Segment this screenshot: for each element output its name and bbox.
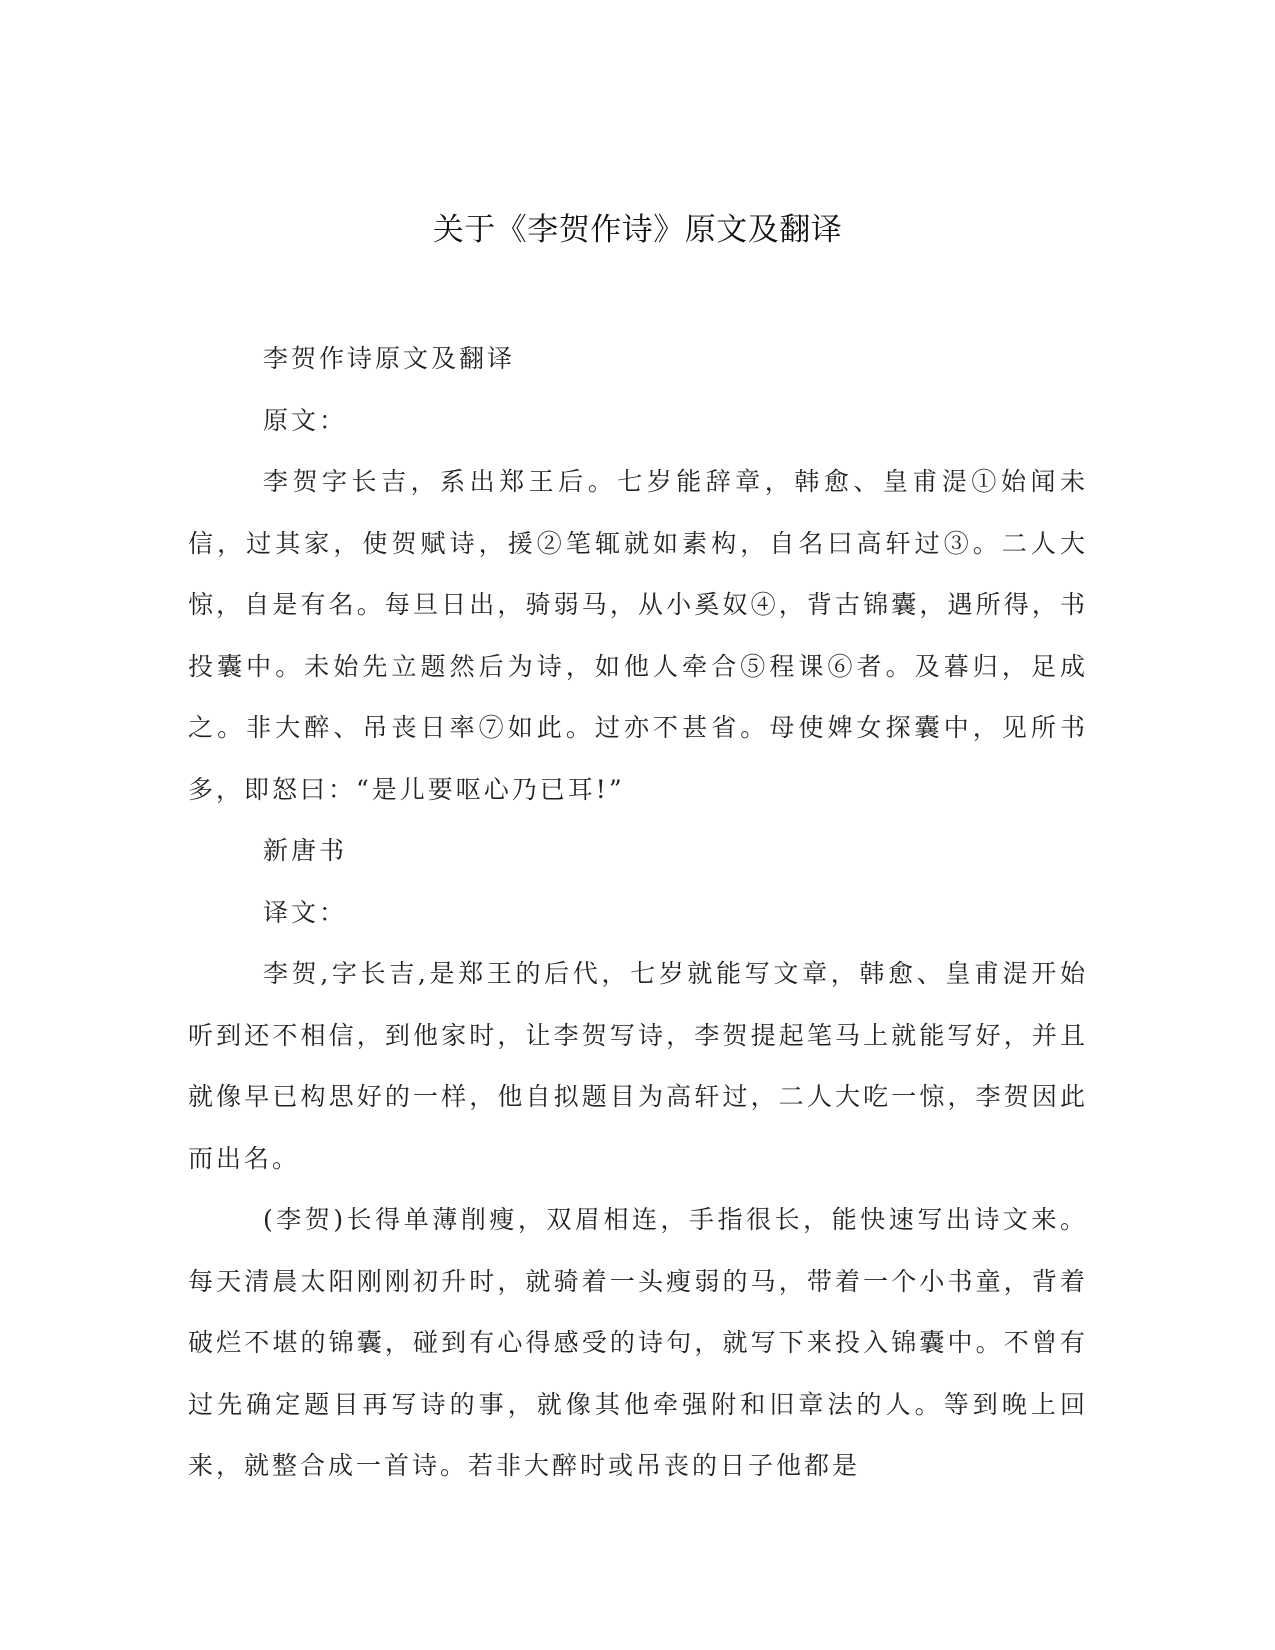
paragraph-original-text: 李贺字长吉，系出郑王后。七岁能辞章，韩愈、皇甫湜①始闻未信，过其家，使贺赋诗，援②笔辄就如素构，自名曰高轩过③。二人大惊，自是有名。每旦日出，骑弱马，从小奚奴④，背古锦囊，遇所得，书投囊中。未始先立题然后为诗，如他人牵合⑤程课⑥者。及暮归，足成之。非大醉、吊丧日率⑦如此。过亦不甚省。母使婢女探囊中，见所书多，即怒曰：“是儿要呕心乃已耳!” [188, 467, 1088, 804]
paragraph-translation-label: 译文： [263, 897, 348, 927]
document-body [188, 328, 1088, 1497]
paragraph-original-label: 原文： [263, 405, 348, 435]
paragraph-subtitle: 李贺作诗原文及翻译 [263, 344, 516, 373]
document-title: 关于《李贺作诗》原文及翻译 [432, 212, 843, 248]
paragraph-translation-2: (李贺)长得单薄削瘦，双眉相连，手指很长，能快速写出诗文来。每天清晨太阳刚刚初升时，就骑着一头瘦弱的马，带着一个小书童，背着破烂不堪的锦囊，碰到有心得感受的诗句，就写下来投入锦囊中。不曾有过先确定题目再写诗的事，就像其他牵强附和旧章法的人。等到晚上回来，就整合成一首诗。若非大醉时或吊丧的日子他都是 [188, 1205, 1088, 1480]
paragraph-source: 新唐书 [263, 836, 348, 865]
paragraph-translation-1: 李贺,字长吉,是郑王的后代，七岁就能写文章，韩愈、皇甫湜开始听到还不相信，到他家时，让李贺写诗，李贺提起笔马上就能写好，并且就像早已构思好的一样，他自拟题目为高轩过，二人大吃一惊，李贺因此而出名。 [188, 959, 1088, 1173]
